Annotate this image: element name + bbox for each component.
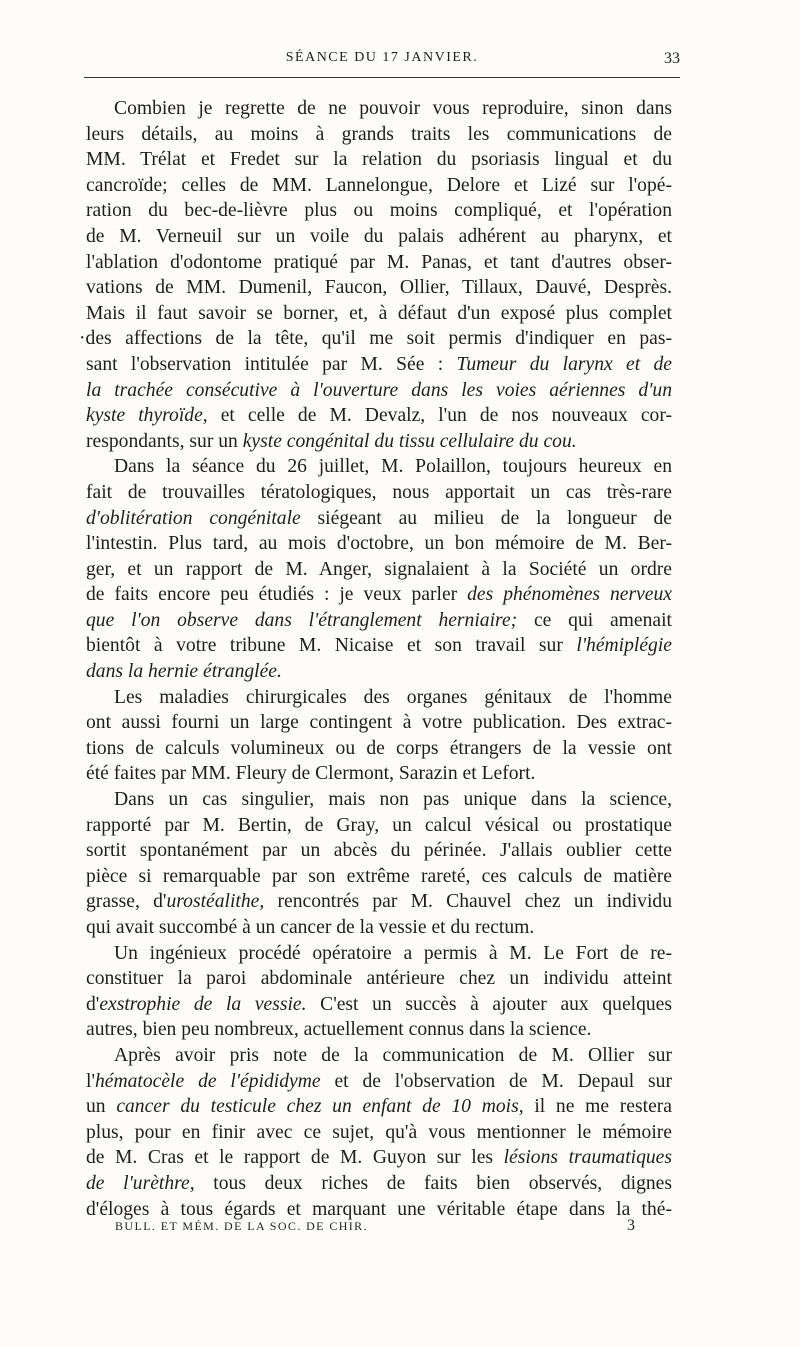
- italic-phrase: exstrophie de la vessie.: [99, 993, 307, 1015]
- text-run: Un ingénieux procédé opératoire a permis à M. Le Fort de re-: [114, 942, 672, 964]
- italic-phrase: lésions traumatiques: [503, 1147, 672, 1169]
- text-line: [86, 301, 672, 327]
- italic-phrase: kyste congénital du tissu cellulaire du cou.: [242, 430, 577, 452]
- text-run: vations de MM. Dumenil, Faucon, Ollier, Tillaux, Dauvé, Desprès.: [86, 277, 672, 299]
- text-line: [86, 1069, 672, 1095]
- text-run: et celle de M. Devalz, l'un de nos nouveaux cor-: [207, 405, 672, 427]
- text-line: [86, 275, 672, 301]
- signature-number: 3: [627, 1217, 635, 1234]
- text-run: de M. Cras et le rapport de M. Guyon sur les: [86, 1147, 504, 1169]
- italic-phrase: l'hémiplégie: [576, 635, 672, 657]
- text-run: Les maladies chirurgicales des organes génitaux de l'homme: [114, 686, 672, 708]
- text-line: [86, 557, 672, 583]
- text-run: d': [86, 993, 100, 1015]
- text-run: Dans un cas singulier, mais non pas unique dans la science,: [114, 789, 672, 811]
- text-run: Après avoir pris note de la communication de M. Ollier sur: [114, 1044, 672, 1066]
- text-run: C'est un succès à ajouter aux quelques: [306, 993, 673, 1015]
- text-run: siégeant au milieu de la longueur de: [300, 507, 672, 529]
- text-run: l'intestin. Plus tard, au mois d'octobre, un bon mémoire de M. Ber-: [86, 533, 672, 555]
- text-line: [86, 1094, 672, 1120]
- text-line: [86, 250, 672, 276]
- text-line: [86, 480, 672, 506]
- text-line: [86, 787, 672, 813]
- text-run: Mais il faut savoir se borner, et, à défaut d'un exposé plus complet: [86, 302, 672, 324]
- text-line: [86, 454, 672, 480]
- text-line: [86, 378, 672, 404]
- text-run: bientôt à votre tribune M. Nicaise et son travail sur: [86, 635, 577, 657]
- text-line: [86, 352, 672, 378]
- text-run: ce qui amenait: [517, 609, 672, 631]
- text-run: l': [86, 1070, 95, 1092]
- text-line: [86, 1145, 672, 1171]
- text-run: ration du bec-de-lièvre plus ou moins compliqué, et l'opération: [86, 200, 672, 222]
- text-line: [86, 429, 672, 455]
- page-number: 33: [664, 50, 680, 67]
- text-run: ont aussi fourni un large contingent à votre publication. Des extrac-: [86, 712, 672, 734]
- text-run: tions de calculs volumineux ou de corps étrangers de la vessie ont: [86, 737, 672, 759]
- text-run: rapporté par M. Bertin, de Gray, un calcul vésical ou prostatique: [86, 814, 672, 836]
- italic-phrase: la trachée consécutive à l'ouverture dans les voies aériennes d'un: [86, 379, 672, 401]
- italic-phrase: hématocèle de l'épididyme: [94, 1070, 321, 1092]
- text-line: [86, 506, 672, 532]
- text-run: respondants, sur un: [86, 430, 243, 452]
- text-run: tous deux riches de faits bien observés, dignes: [194, 1172, 672, 1194]
- text-line: [86, 761, 672, 787]
- text-run: pièce si remarquable par son extrême rareté, ces calculs de matière: [86, 865, 672, 887]
- text-line: [86, 915, 672, 941]
- text-line: [86, 838, 672, 864]
- text-run: il ne me restera: [523, 1096, 672, 1118]
- text-line: [86, 147, 672, 173]
- text-line: [86, 864, 672, 890]
- text-run: Dans la séance du 26 juillet, M. Polaillon, toujours heureux en: [114, 456, 672, 478]
- text-run: un: [86, 1096, 117, 1118]
- text-run: constituer la paroi abdominale antérieure chez un individu atteint: [86, 968, 672, 990]
- text-run: d'éloges à tous égards et marquant une véritable étape dans la thé-: [86, 1198, 672, 1220]
- text-run: MM. Trélat et Fredet sur la relation du psoriasis lingual et du: [86, 149, 672, 171]
- italic-phrase: de l'urèthre,: [86, 1172, 195, 1194]
- text-run: de faits encore peu étudiés : je veux parler: [86, 584, 468, 606]
- italic-phrase: dans la hernie étranglée.: [86, 661, 282, 683]
- text-line: [86, 685, 672, 711]
- italic-phrase: kyste thyroïde,: [86, 405, 208, 427]
- text-run: l'ablation d'odontome pratiqué par M. Panas, et tant d'autres obser-: [86, 251, 672, 273]
- running-head: [84, 50, 680, 72]
- text-line: [86, 992, 672, 1018]
- text-line: [86, 224, 672, 250]
- text-line: [86, 531, 672, 557]
- italic-phrase: Tumeur du larynx et de: [456, 353, 672, 375]
- italic-phrase: que l'on observe dans l'étranglement herniaire;: [86, 609, 518, 631]
- text-run: été faites par MM. Fleury de Clermont, Sarazin et Lefort.: [86, 763, 536, 785]
- text-line: [86, 96, 672, 122]
- text-run: de M. Verneuil sur un voile du palais adhérent au pharynx, et: [86, 225, 672, 247]
- text-line: [86, 1017, 672, 1043]
- text-line: [86, 736, 672, 762]
- text-line: [86, 403, 672, 429]
- text-line: [86, 122, 672, 148]
- text-line: [86, 966, 672, 992]
- text-run: sortit spontanément par un abcès du périnée. J'allais oublier cette: [86, 840, 672, 862]
- text-run: autres, bien peu nombreux, actuellement connus dans la science.: [86, 1019, 592, 1041]
- text-line: [86, 1171, 672, 1197]
- text-run: grasse, d': [86, 891, 167, 913]
- italic-phrase: des phénomènes nerveux: [467, 584, 672, 606]
- text-line: [86, 198, 672, 224]
- text-run: cancroïde; celles de MM. Lannelongue, Delore et Lizé sur l'opé-: [86, 174, 672, 196]
- page-footer: [115, 1219, 635, 1241]
- italic-phrase: d'oblitération congénitale: [86, 507, 301, 529]
- italic-phrase: urostéalithe,: [166, 891, 265, 913]
- text-run: rencontrés par M. Chauvel chez un individu: [264, 891, 673, 913]
- text-line: [86, 813, 672, 839]
- text-line: [79, 326, 672, 352]
- text-line: [86, 633, 672, 659]
- header-rule: [84, 77, 680, 78]
- text-line: [86, 941, 672, 967]
- text-line: [86, 1043, 672, 1069]
- text-run: sant l'observation intitulée par M. Sée :: [86, 353, 457, 375]
- text-line: [86, 173, 672, 199]
- italic-phrase: cancer du testicule chez un enfant de 10 mois,: [116, 1096, 524, 1118]
- text-line: [86, 710, 672, 736]
- text-run: Combien je regrette de ne pouvoir vous reproduire, sinon dans: [114, 98, 672, 119]
- text-line: [86, 889, 672, 915]
- footer-journal-title: BULL. ET MÉM. DE LA SOC. DE CHIR.: [115, 1219, 368, 1233]
- text-line: [86, 659, 672, 685]
- text-line: [86, 1120, 672, 1146]
- text-run: ger, et un rapport de M. Anger, signalaient à la Société un ordre: [86, 558, 672, 580]
- text-run: plus, pour en finir avec ce sujet, qu'à vous mentionner le mémoire: [86, 1121, 672, 1143]
- text-line: [86, 608, 672, 634]
- text-line: [86, 582, 672, 608]
- text-run: fait de trouvailles tératologiques, nous apportait un cas très-rare: [86, 481, 672, 503]
- text-run: leurs détails, au moins à grands traits les communications de: [86, 123, 672, 145]
- running-title: SÉANCE DU 17 JANVIER.: [285, 50, 479, 65]
- text-run: qui avait succombé à un cancer de la vessie et du rectum.: [86, 917, 535, 938]
- body-text: [79, 96, 673, 1222]
- text-run: et de l'observation de M. Depaul sur: [320, 1070, 672, 1092]
- text-run: ·des affections de la tête, qu'il me soit permis d'indiquer en pas-: [79, 328, 672, 350]
